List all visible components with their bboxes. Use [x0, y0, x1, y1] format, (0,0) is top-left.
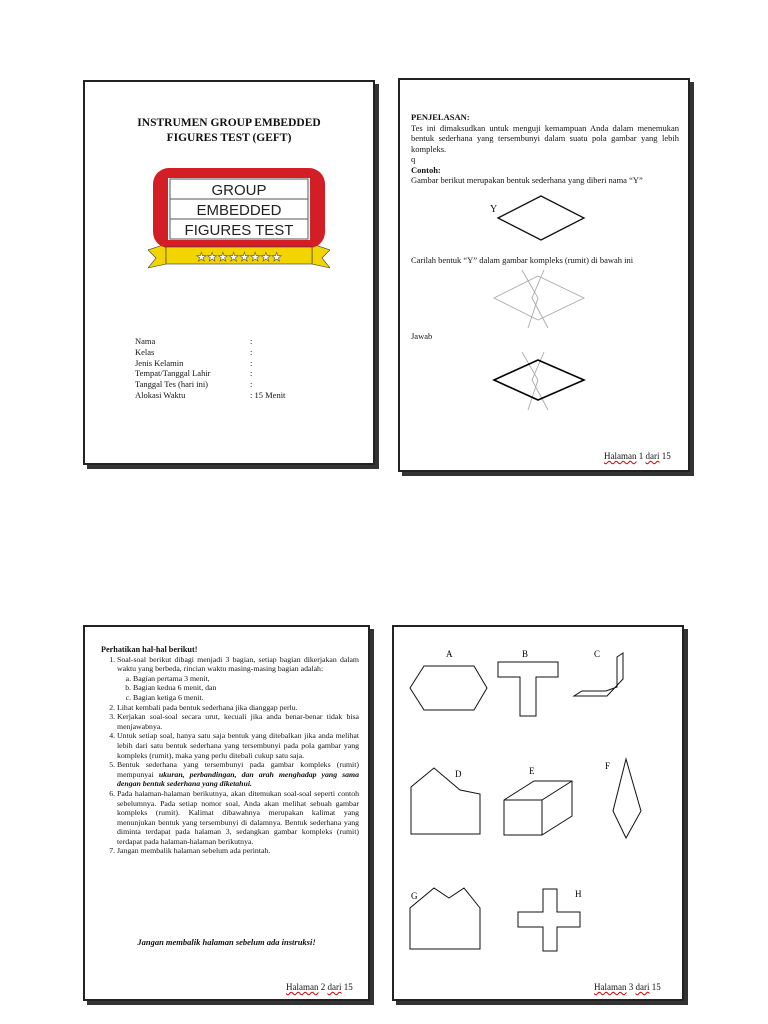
footer-dari: dari — [635, 982, 650, 992]
logo-line-figures: FIGURES TEST — [184, 222, 294, 239]
figure-label-h: H — [575, 889, 582, 899]
field-tanggal-tes — [135, 379, 285, 390]
footer-dari: dari — [645, 451, 660, 461]
footer-total: 15 — [343, 982, 353, 992]
figure-b-t-shape — [498, 662, 558, 716]
figure-label-e: E — [529, 766, 535, 776]
cover-title — [85, 116, 373, 146]
logo-line-embedded: EMBEDDED — [196, 202, 282, 219]
figure-label-a: A — [446, 649, 453, 659]
instructions-list — [101, 655, 359, 856]
footer-dari: dari — [327, 982, 342, 992]
sub-item: b. Bagian kedua 6 menit, dan — [133, 683, 359, 693]
list-item-text: Bentuk sederhana yang tersembunyi pada gambar kompleks (rumit) mempunyai — [117, 760, 359, 779]
footer-word: Halaman — [286, 982, 319, 992]
figure-label-f: F — [605, 761, 611, 771]
field-label: Alokasi Waktu — [135, 389, 186, 400]
penjelasan-text — [411, 112, 679, 186]
field-value: : 15 Menit — [250, 389, 286, 400]
figure-g-house — [410, 888, 480, 949]
figure-d-pentagon — [411, 768, 480, 834]
contoh-text: Gambar berikut merupakan bentuk sederhana yang diberi nama “Y” — [411, 175, 643, 185]
complex-figure — [492, 268, 588, 330]
list-item-text: Soal-soal berikut dibagi menjadi 3 bagian, setiap bagian dikerjakan dalam waktu yang berbeda, rincian waktu masing-masing bagian adalah: — [117, 654, 359, 674]
contoh-heading: Contoh: — [411, 164, 441, 175]
page-penjelasan — [398, 78, 690, 472]
list-item: 6. Pada halaman-halaman berikutnya, akan ditemukan soal-soal seperti contoh sebelumnya. Pada setiap nomor soal, Anda akan melihat sebuah gambar kompleks (rumit). Kalimat dibawahnya merupakan kalimat yang menunjukan bentuk yang tersembunyi di dalamnya. Bentuk sederhana yang diminta terdapat pada halaman 3, sedangkan gambar kompleks (rumit) terdapat pada halaman-halaman berikutnya. — [117, 789, 359, 847]
list-item — [117, 655, 359, 703]
logo-line-group: GROUP — [211, 182, 267, 199]
figure-label-c: C — [594, 649, 601, 659]
figure-label-g: G — [411, 891, 418, 901]
footer-word: Halaman — [604, 451, 637, 461]
cover-title-line2: FIGURES TEST (GEFT) — [166, 132, 292, 144]
footer-total: 15 — [661, 451, 671, 461]
penjelasan-heading: PENJELASAN: — [411, 112, 470, 122]
field-kelas — [135, 347, 285, 358]
list-item: 3. Kerjakan soal-soal secara urut, kecuali jika anda benar-benar tidak bisa menjawabnya. — [117, 712, 359, 731]
list-item: 4. Untuk setiap soal, hanya satu saja bentuk yang ditebalkan jika anda melihat lebih dari satu bentuk sederhana yang tersembunyi pada pola gambar yang kompleks (rumit), maka yang perlu ditebali cukup satu saja. — [117, 731, 359, 760]
page-instructions — [83, 625, 370, 1001]
figure-h-cross — [518, 889, 580, 951]
instructions-text — [101, 645, 359, 856]
logo-stars: ★★★★★★★★ — [195, 250, 283, 264]
cover-fields — [135, 336, 285, 401]
field-nama — [135, 336, 285, 347]
field-label: Kelas — [135, 346, 155, 357]
closing-instruction: Jangan membalik halaman sebelum ada instruksi! — [137, 937, 316, 947]
answer-figure — [492, 350, 588, 412]
sub-list — [117, 674, 359, 703]
footer-total: 15 — [651, 982, 661, 992]
field-label: Nama — [135, 336, 156, 346]
jawab-label: Jawab — [411, 331, 433, 341]
field-alokasi-waktu — [135, 390, 285, 401]
y-label: Y — [490, 204, 498, 215]
field-jenis-kelamin — [135, 358, 285, 369]
footer-page: 2 — [320, 982, 326, 992]
figure-label-d: D — [455, 769, 462, 779]
page-cover — [83, 80, 375, 465]
stray-q: q — [411, 154, 416, 164]
cover-title-line1: INSTRUMEN GROUP EMBEDDED — [137, 117, 321, 129]
simple-shape-y — [496, 194, 586, 242]
figure-a-hexagon — [410, 666, 487, 710]
figure-e-box — [504, 781, 572, 835]
figures-canvas — [394, 627, 682, 999]
footer-page: 3 — [628, 982, 634, 992]
emphasis-text: ukuran, perbandingan, dan arah menghadap yang sama dengan bentuk sederhana yang diketahui. — [117, 769, 360, 789]
find-text: Carilah bentuk “Y” dalam gambar kompleks (rumit) di bawah ini — [411, 255, 634, 265]
page-footer — [286, 982, 353, 992]
figure-c-corner — [574, 653, 623, 696]
figure-f-kite — [613, 759, 641, 838]
field-tempat-tanggal-lahir — [135, 368, 285, 379]
figure-label-b: B — [522, 649, 529, 659]
field-value: : — [250, 346, 253, 357]
field-value: : — [250, 379, 253, 390]
page-footer — [604, 451, 671, 461]
field-label: Tanggal Tes (hari ini) — [135, 379, 209, 390]
penjelasan-paragraph: Tes ini dimaksudkan untuk menguji kemampuan Anda dalam menemukan bentuk sederhana yang tersembunyi dalam suatu pola gambar yang lebih kompleks. — [411, 122, 679, 154]
geft-logo — [148, 164, 330, 274]
footer-word: Halaman — [594, 982, 627, 992]
page-simple-figures — [392, 625, 684, 1001]
page-footer — [594, 982, 661, 992]
list-item — [117, 760, 359, 789]
footer-page: 1 — [638, 451, 644, 461]
field-value: : — [250, 336, 253, 346]
field-label: Tempat/Tanggal Lahir — [135, 368, 211, 379]
sub-item: a. Bagian pertama 3 menit, — [133, 674, 359, 684]
field-label: Jenis Kelamin — [135, 357, 184, 368]
list-item: 7. Jangan membalik halaman sebelum ada perintah. — [117, 846, 359, 856]
list-item: 2. Lihat kembali pada bentuk sederhana jika dianggap perlu. — [117, 703, 359, 713]
sub-item: c. Bagian ketiga 6 menit. — [133, 693, 359, 703]
field-value: : — [250, 357, 253, 368]
field-value: : — [250, 368, 253, 379]
instructions-heading: Perhatikan hal-hal berikut! — [101, 645, 198, 654]
